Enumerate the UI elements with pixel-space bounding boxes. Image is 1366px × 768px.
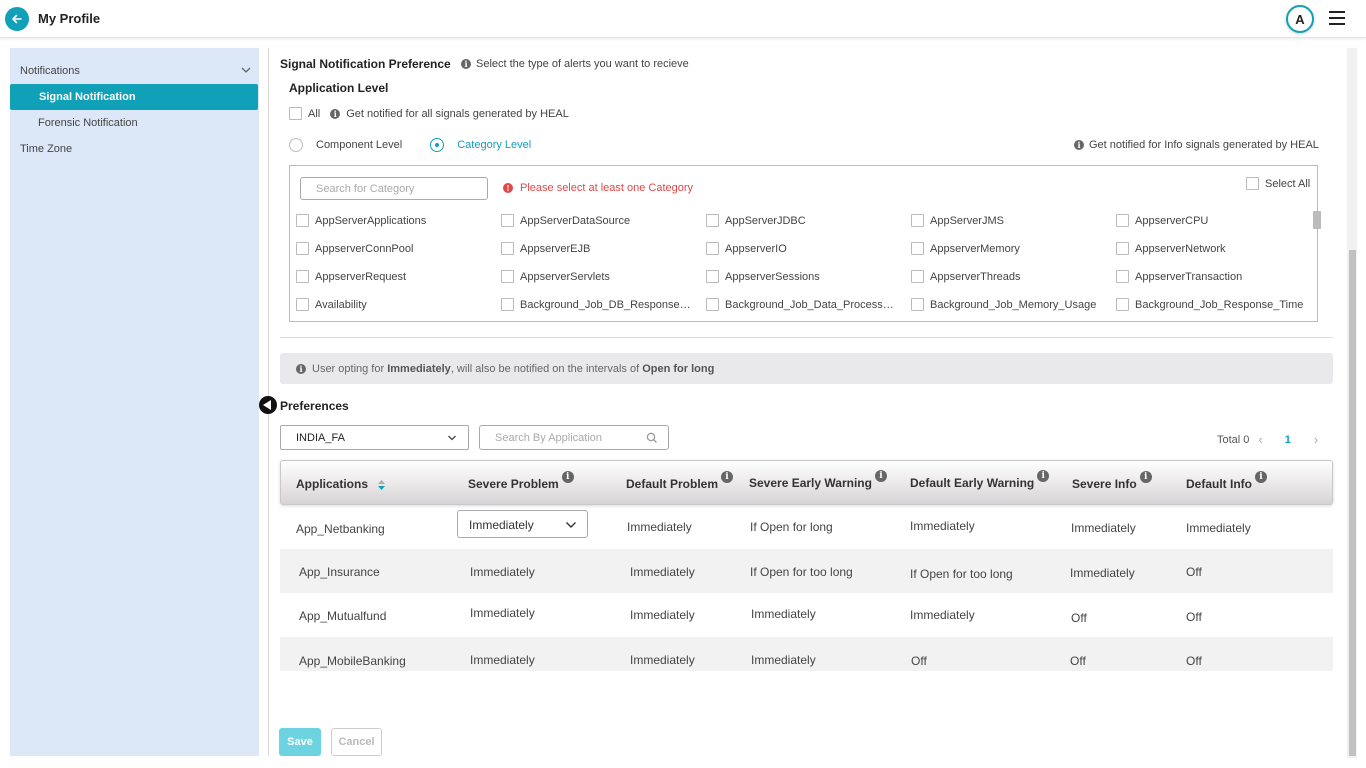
chevron-down-icon	[240, 64, 252, 76]
notice-banner	[280, 353, 1333, 384]
chevron-down-icon	[447, 433, 457, 443]
preferences-table	[280, 460, 1333, 671]
sidebar-item-label: Signal Notification	[39, 91, 136, 103]
info-signals-hint: i Get notified for Info signals generated by HEAL	[1074, 139, 1319, 151]
application-select[interactable]: INDIA_FA	[280, 425, 469, 450]
table-header	[280, 460, 1333, 505]
prev-page-icon[interactable]: ‹	[1258, 432, 1263, 447]
sort-icon[interactable]	[377, 479, 386, 491]
section-title: Signal Notification Preference	[280, 57, 451, 71]
category-item[interactable]: AppserverThreads	[911, 270, 1021, 283]
category-item[interactable]: Background_Job_Response_Time	[1116, 298, 1303, 311]
category-item[interactable]: Background_Job_Data_Process…	[706, 298, 894, 311]
category-item[interactable]: AppServerJDBC	[706, 214, 806, 227]
info-icon: i	[1037, 470, 1049, 482]
column-default-problem: Default Problem i	[626, 477, 733, 491]
sidebar-item-time-zone[interactable]: Time Zone	[20, 143, 73, 155]
pagination	[1217, 432, 1318, 447]
info-icon: i	[562, 471, 574, 483]
arrow-left-icon	[11, 13, 23, 25]
info-icon: i	[875, 470, 887, 482]
column-severe-problem: Severe Problem i	[468, 477, 574, 491]
category-item[interactable]: AppServerDataSource	[501, 214, 630, 227]
search-icon	[646, 432, 658, 444]
avatar[interactable]: A	[1286, 5, 1314, 33]
category-item[interactable]: AppServerJMS	[911, 214, 1004, 227]
error-icon: !	[503, 183, 513, 193]
component-level-label: Component Level	[316, 139, 403, 151]
info-icon: i	[1255, 471, 1267, 483]
category-scrollbar[interactable]	[1313, 211, 1321, 229]
category-item[interactable]: AppServerApplications	[296, 214, 426, 227]
scrollbar-thumb[interactable]	[1349, 250, 1356, 756]
page-scrollbar[interactable]	[1347, 48, 1357, 758]
sidebar	[10, 48, 259, 756]
select-all-label: Select All	[1265, 177, 1311, 190]
table-row: App_Netbanking Immediately Immediately If Open for long Immediately Immediately Immediately	[280, 505, 1333, 549]
severe-problem-select[interactable]: Immediately	[457, 510, 588, 538]
page-number[interactable]: 1	[1284, 433, 1291, 446]
column-default-info: Default Info i	[1186, 477, 1267, 491]
main-content	[269, 48, 1346, 758]
info-icon: i	[461, 59, 471, 69]
category-level-label: Category Level	[457, 139, 532, 151]
info-icon: i	[1074, 140, 1084, 150]
table-row: App_MobileBanking Immediately Immediately Immediately Off Off Off	[280, 637, 1333, 671]
sidebar-group-label: Notifications	[20, 65, 80, 77]
app-header	[0, 0, 1366, 38]
menu-icon[interactable]	[1329, 11, 1345, 25]
column-severe-early-warning: Severe Early Warning i	[749, 476, 887, 490]
all-hint: Get notified for all signals generated by HEAL	[346, 107, 569, 120]
category-item[interactable]: AppserverTransaction	[1116, 270, 1242, 283]
all-signals-option	[289, 107, 569, 120]
category-item[interactable]: AppserverConnPool	[296, 242, 413, 255]
category-item[interactable]: Background_Job_DB_Response…	[501, 298, 691, 311]
all-checkbox[interactable]	[289, 107, 302, 120]
table-row: App_Insurance Immediately Immediately If Open for too long If Open for too long Immediately Off	[280, 549, 1333, 593]
divider	[280, 337, 1333, 338]
column-applications[interactable]: Applications	[296, 477, 386, 491]
application-level-title: Application Level	[289, 81, 389, 95]
category-item[interactable]: AppserverRequest	[296, 270, 406, 283]
sidebar-item-forensic-notification[interactable]: Forensic Notification	[38, 117, 138, 129]
category-error: ! Please select at least one Category	[503, 182, 693, 194]
category-item[interactable]: AppserverSessions	[706, 270, 820, 283]
cancel-button[interactable]: Cancel	[331, 728, 382, 756]
category-item[interactable]: AppserverNetwork	[1116, 242, 1225, 255]
section-hint: i Select the type of alerts you want to recieve	[461, 58, 689, 70]
level-radio-group	[289, 138, 531, 152]
total-count: Total 0	[1217, 433, 1250, 446]
all-label: All	[308, 107, 321, 120]
column-severe-info: Severe Info i	[1072, 477, 1152, 491]
component-level-radio[interactable]	[289, 138, 303, 152]
collapse-sidebar-button[interactable]	[259, 396, 277, 414]
category-item[interactable]: AppserverCPU	[1116, 214, 1208, 227]
info-icon: i	[1140, 471, 1152, 483]
select-all-option[interactable]	[1246, 177, 1310, 190]
category-item[interactable]: Background_Job_Memory_Usage	[911, 298, 1096, 311]
next-page-icon[interactable]: ›	[1313, 432, 1319, 447]
info-icon: i	[330, 109, 340, 119]
category-item[interactable]: AppserverMemory	[911, 242, 1020, 255]
category-item[interactable]: AppserverServlets	[501, 270, 610, 283]
application-search-input[interactable]: Search By Application	[479, 425, 669, 450]
category-item[interactable]: AppserverIO	[706, 242, 787, 255]
sidebar-group-notifications[interactable]	[10, 62, 259, 80]
category-search-input[interactable]: Search for Category	[300, 177, 488, 200]
sidebar-item-signal-notification[interactable]	[10, 84, 258, 110]
category-level-radio[interactable]	[430, 138, 444, 152]
save-button[interactable]: Save	[279, 728, 321, 756]
preferences-title: Preferences	[280, 399, 349, 413]
table-row: App_Mutualfund Immediately Immediately Immediately Immediately Off Off	[299, 606, 1202, 625]
notice-text: User opting for Immediately, will also be notified on the intervals of Open for long	[312, 362, 715, 375]
page-title: My Profile	[38, 11, 101, 26]
chevron-down-icon	[565, 520, 577, 530]
back-button[interactable]	[5, 7, 29, 31]
info-icon: i	[721, 471, 733, 483]
category-item[interactable]: Availability	[296, 298, 367, 311]
category-panel	[289, 165, 1318, 322]
category-item[interactable]: AppserverEJB	[501, 242, 590, 255]
info-icon: i	[296, 364, 306, 374]
select-all-checkbox[interactable]	[1246, 177, 1259, 190]
column-default-early-warning: Default Early Warning i	[910, 476, 1049, 490]
